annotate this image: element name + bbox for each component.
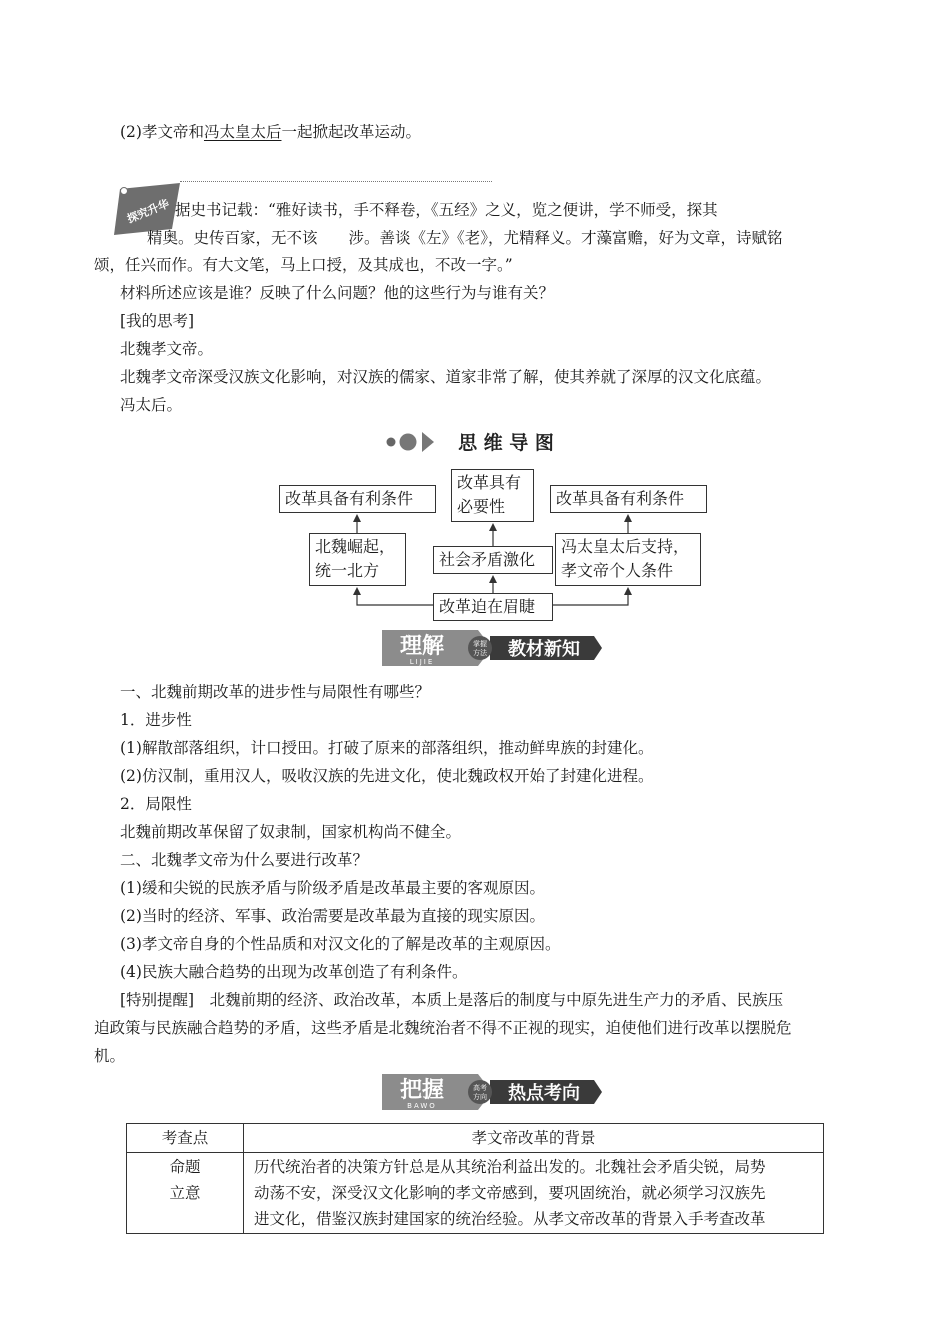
table-row-key: 命题 立意 — [127, 1153, 244, 1234]
mindmap-box-mid-right: 冯太皇太后支持， 孝文帝个人条件 — [555, 533, 701, 586]
answer-1: 北魏孝文帝。 — [120, 340, 214, 358]
quote-line-3: 颂，任兴而作。有大文笔，马上口授，及其成也，不改一字。” — [94, 256, 513, 274]
table-row-value: 历代统治者的决策方针总是从其统治利益出发的。北魏社会矛盾尖锐，局势 动荡不安，深受汉文化影响的孝文帝感到，要巩固统治，就必须学习汉族先 进文化，借鉴汉族封建国家的统治经验。从孝文帝改革的背景入手考查改革 — [244, 1153, 824, 1234]
svg-text:把握: 把握 — [399, 1078, 445, 1103]
svg-text:掌握: 掌握 — [473, 640, 487, 648]
svg-text:BAWO: BAWO — [407, 1102, 437, 1110]
quote-line-1: 据史书记载：“雅好读书，手不释卷，《五经》之义，览之便讲，学不师受，探其 — [175, 201, 718, 219]
svg-text:方法: 方法 — [473, 649, 487, 657]
special-note-line-3: 机。 — [94, 1047, 126, 1065]
svg-text:理解: 理解 — [399, 634, 445, 659]
mindmap-box-top-left: 改革具备有利条件 — [279, 485, 436, 513]
svg-text:热点考向: 热点考向 — [508, 1083, 580, 1104]
dotted-rule — [180, 181, 492, 182]
explore-badge-label: 探究升华 — [125, 197, 172, 226]
section1-heading: 一、北魏前期改革的进步性与局限性有哪些？ — [120, 683, 431, 701]
special-note-line-2: 迫政策与民族融合趋势的矛盾，这些矛盾是北魏统治者不得不正视的现实，迫使他们进行改革以摆脱危 — [94, 1019, 792, 1037]
svg-text:高考: 高考 — [473, 1084, 487, 1092]
banner-grasp — [382, 1072, 602, 1112]
table-row — [127, 1153, 824, 1234]
section1-p1: (1)解散部落组织，计口授田。打破了原来的部落组织，推动鲜卑族的封建化。 — [120, 739, 654, 757]
svg-text:LIJIE: LIJIE — [409, 658, 435, 666]
my-thinking-label: [我的思考] — [120, 312, 195, 330]
mindmap-box-top-mid: 改革具有 必要性 — [451, 469, 534, 522]
section1-sub1: 1．进步性 — [120, 711, 192, 729]
mindmap-title — [382, 428, 578, 456]
mindmap-box-top-right: 改革具备有利条件 — [550, 485, 707, 513]
section2-p4: (4)民族大融合趋势的出现为改革创造了有利条件。 — [120, 963, 468, 981]
section1-p2: (2)仿汉制，重用汉人，吸收汉族的先进文化，使北魏政权开始了封建化进程。 — [120, 767, 654, 785]
special-note-line-1: [特别提醒] 北魏前期的经济、政治改革，本质上是落后的制度与中原先进生产力的矛盾、民族压 — [120, 991, 784, 1009]
intro-line: (2)孝文帝和冯太皇太后一起掀起改革运动。 — [120, 123, 421, 141]
section2-heading: 二、北魏孝文帝为什么要进行改革？ — [120, 851, 369, 869]
section2-p2: (2)当时的经济、军事、政治需要是改革最为直接的现实原因。 — [120, 907, 545, 925]
table-header-value: 孝文帝改革的背景 — [244, 1124, 824, 1153]
svg-text:教材新知: 教材新知 — [508, 639, 580, 660]
mindmap-box-mid-left: 北魏崛起， 统一北方 — [309, 533, 406, 586]
answer-2: 北魏孝文帝深受汉族文化影响，对汉族的儒家、道家非常了解，使其养就了深厚的汉文化底蕴。 — [120, 368, 772, 386]
mindmap-box-mid-center: 社会矛盾激化 — [433, 546, 553, 574]
section2-p1: (1)缓和尖锐的民族矛盾与阶级矛盾是改革最主要的客观原因。 — [120, 879, 545, 897]
banner-understand — [382, 628, 602, 668]
mindmap-box-bottom: 改革迫在眉睫 — [433, 593, 553, 621]
section1-sub2: 2．局限性 — [120, 795, 192, 813]
section2-p3: (3)孝文帝自身的个性品质和对汉文化的了解是改革的主观原因。 — [120, 935, 561, 953]
mindmap-title-text: 思 维 导 图 — [458, 432, 554, 454]
answer-3: 冯太后。 — [120, 396, 183, 414]
table-row — [127, 1124, 824, 1153]
svg-text:方向: 方向 — [473, 1093, 487, 1101]
section1-p3: 北魏前期改革保留了奴隶制，国家机构尚不健全。 — [120, 823, 462, 841]
exam-point-table — [126, 1123, 824, 1234]
underlined-term: 冯太皇太后 — [203, 123, 282, 141]
quote-line-2: 精奥。史传百家，无不该 涉。善谈《左》《老》，尤精释义。才藻富赡，好为文章，诗赋铭 — [147, 229, 783, 247]
question-text: 材料所述应该是谁？反映了什么问题？他的这些行为与谁有关？ — [120, 284, 555, 302]
table-header-key: 考查点 — [127, 1124, 244, 1153]
